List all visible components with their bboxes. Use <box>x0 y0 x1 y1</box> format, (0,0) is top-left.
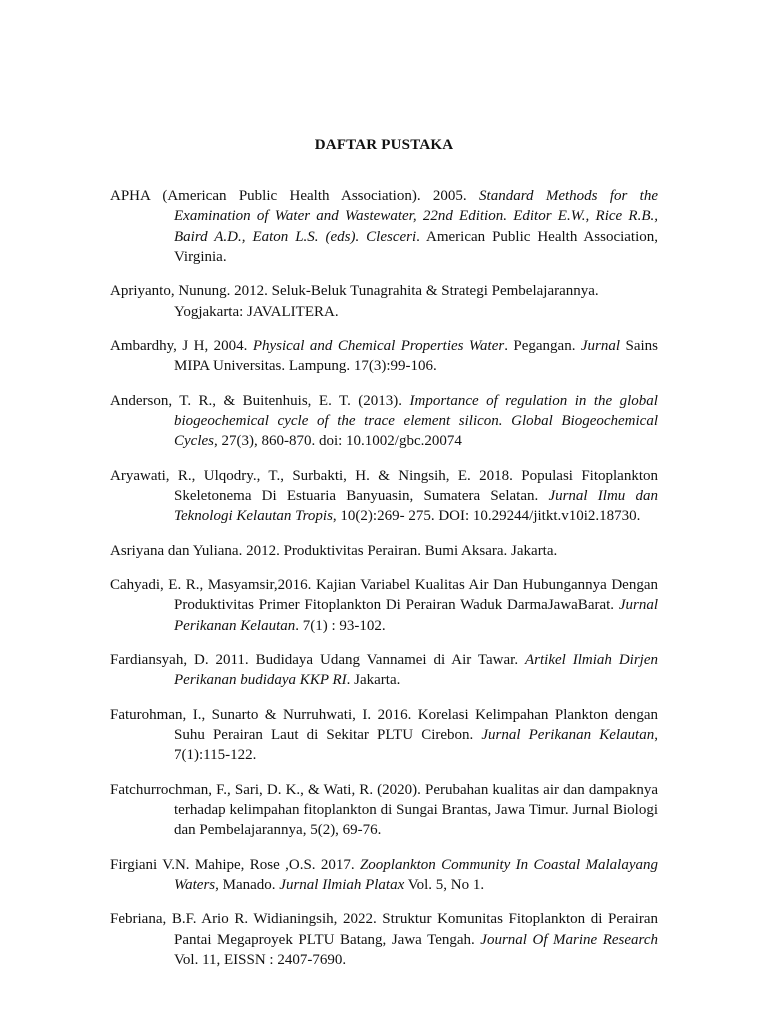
reference-italic-text: Zooplankton Community In Coastal Malalayang Waters <box>174 856 658 893</box>
reference-text: Fatchurrochman, F., Sari, D. K., & Wati, R. (2020). Perubahan kualitas air dan dampaknya terhadap kelimpahan fitoplankton di Sungai Brantas, Jawa Timur. Jurnal Biologi dan Pembelajarannya, 5(2), 69-76. <box>110 781 658 839</box>
reference-text: Fardiansyah, D. 2011. Budidaya Udang Vannamei di Air Tawar. <box>110 651 526 668</box>
reference-text: . 7(1) : 93-102. <box>295 617 386 634</box>
reference-entry <box>110 466 658 527</box>
reference-text: Ambardhy, J H, 2004. <box>110 338 253 355</box>
reference-entry <box>110 281 658 322</box>
reference-italic-text: Physical and Chemical Properties Water <box>252 338 505 355</box>
reference-italic-text: Artikel Ilmiah Dirjen Perikanan budidaya KKP RI <box>174 651 658 689</box>
reference-text: Faturohman, I., Sunarto & Nurruhwati, I. 2016. Korelasi Kelimpahan Plankton dengan Suhu Perairan Laut di Sekitar PLTU Cirebon. <box>110 706 658 743</box>
reference-text: Apriyanto, Nunung. 2012. Seluk-Beluk Tunagrahita & Strategi Pembelajarannya. Yogjakarta: JAVALITERA. <box>110 283 599 320</box>
reference-text: Febriana, B.F. Ario R. Widianingsih, 2022. Struktur Komunitas Fitoplankton di Perairan Pantai Megaproyek PLTU Batang, Jawa Tengah. <box>110 911 658 948</box>
reference-text: . American Public Health Association, Virginia. <box>174 228 659 266</box>
reference-italic-text: Standard Methods for the Examination of Water and Wastewater, 22nd Edition. Editor E.W., Rice R.B., Baird A.D., Eaton L.S. (eds). Clesceri <box>174 188 658 245</box>
reference-text: . Jakarta. <box>346 672 401 689</box>
reference-text: Aryawati, R., Ulqodry., T., Surbakti, H. & Ningsih, E. 2018. Populasi Fitoplankton Skeletonema Di Estuaria Banyuasin, Sumatera Selatan. <box>110 467 658 505</box>
reference-italic-text: Jurnal Perikanan Kelautan <box>174 597 658 634</box>
reference-text: , 27(3), 860-870. doi: 10.1002/gbc.20074 <box>213 433 462 450</box>
reference-entry <box>110 575 658 636</box>
reference-italic-text: Jurnal Perikanan Kelautan <box>481 726 655 743</box>
reference-text: Vol. 5, No 1. <box>404 876 485 893</box>
reference-text: Asriyana dan Yuliana. 2012. Produktivitas Perairan. Bumi Aksara. Jakarta. <box>110 542 558 559</box>
reference-entry <box>110 650 658 691</box>
reference-italic-text: Jurnal <box>580 338 621 355</box>
reference-text: Vol. 11, EISSN : 2407-7690. <box>174 951 347 968</box>
reference-text: Sains MIPA Universitas. Lampung. 17(3):99-106. <box>174 338 658 375</box>
reference-entry <box>110 705 658 766</box>
reference-entry <box>110 909 658 970</box>
reference-text: Cahyadi, E. R., Masyamsir,2016. Kajian Variabel Kualitas Air Dan Hubungannya Dengan Produktivitas Primer Fitoplankton Di Perairan Waduk DarmaJawaBarat. <box>110 576 658 614</box>
reference-italic-text: Jurnal Ilmiah Platax <box>279 876 405 893</box>
reference-text: Firgiani V.N. Mahipe, Rose ,O.S. 2017. <box>110 856 360 873</box>
reference-italic-text: Journal Of Marine Research <box>480 931 658 948</box>
reference-entry <box>110 336 658 377</box>
reference-text: . Pegangan. <box>504 338 581 355</box>
reference-entry <box>110 541 658 561</box>
reference-list <box>110 186 658 984</box>
reference-italic-text: Jurnal Ilmu dan Teknologi Kelautan Tropis <box>174 488 658 525</box>
reference-text: , 10(2):269- 275. DOI: 10.29244/jitkt.v10i2.18730. <box>332 508 641 525</box>
reference-text: Anderson, T. R., & Buitenhuis, E. T. (2013). <box>110 392 410 409</box>
reference-text: , Manado. <box>215 876 280 893</box>
reference-text: APHA (American Public Health Association). 2005. <box>110 188 480 204</box>
reference-text: , 7(1):115-122. <box>174 726 658 764</box>
page-title: DAFTAR PUSTAKA <box>314 137 454 153</box>
reference-entry <box>110 186 658 268</box>
reference-italic-text: Importance of regulation in the global biogeochemical cycle of the trace element silicon. Global Biogeochemical Cycles <box>174 392 658 450</box>
reference-entry <box>110 855 658 896</box>
reference-entry <box>110 780 658 841</box>
reference-entry <box>110 391 658 452</box>
